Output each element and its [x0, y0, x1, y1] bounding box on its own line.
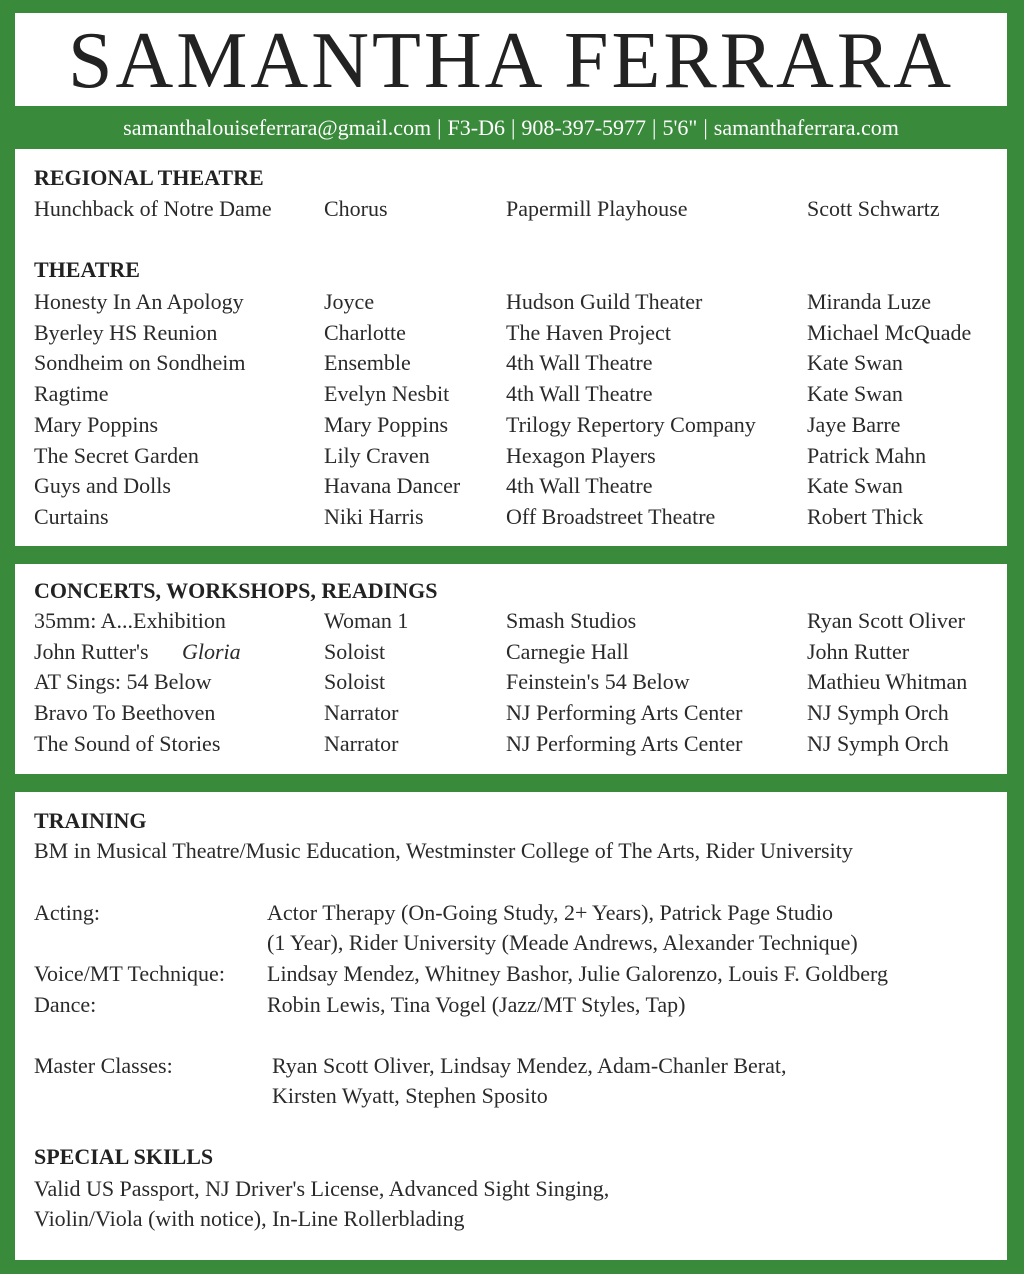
venue: 4th Wall Theatre	[506, 350, 653, 376]
acting-value-line2: (1 Year), Rider University (Meade Andrews, Alexander Technique)	[267, 930, 858, 955]
venue: Hexagon Players	[506, 442, 656, 468]
director: Mathieu Whitman	[807, 669, 968, 695]
show-title: 35mm: A...Exhibition	[34, 608, 226, 633]
section-heading-concerts: CONCERTS, WORKSHOPS, READINGS	[34, 578, 438, 603]
section-heading-theatre: THEATRE	[34, 257, 140, 282]
director: Michael McQuade	[807, 319, 972, 345]
contact-phone[interactable]: 908-397-5977	[521, 115, 647, 140]
role: Lily Craven	[324, 442, 430, 468]
section-heading-skills: SPECIAL SKILLS	[34, 1144, 214, 1169]
director: NJ Symph Orch	[807, 730, 949, 756]
role: Havana Dancer	[324, 473, 461, 499]
venue: 4th Wall Theatre	[506, 381, 653, 407]
director: Scott Schwartz	[807, 196, 940, 221]
show-title: Mary Poppins	[34, 411, 159, 437]
venue: Trilogy Repertory Company	[506, 411, 756, 437]
separator: |	[703, 115, 708, 140]
venue: Carnegie Hall	[506, 638, 629, 664]
section-heading-training: TRAINING	[34, 808, 147, 833]
show-title: John Rutter's	[34, 638, 149, 664]
venue: NJ Performing Arts Center	[506, 700, 743, 726]
show-title: The Sound of Stories	[34, 730, 221, 756]
separator: |	[437, 115, 442, 140]
credit-row	[15, 666, 1007, 697]
height: 5'6"	[662, 115, 698, 140]
acting-value-line1: Actor Therapy (On-Going Study, 2+ Years), Patrick Page Studio	[267, 900, 834, 925]
credit-row	[15, 697, 1007, 728]
voice-value: Lindsay Mendez, Whitney Bashor, Julie Galorenzo, Louis F. Goldberg	[267, 961, 888, 986]
credit-row	[15, 193, 1007, 224]
acting-label: Acting:	[34, 900, 100, 925]
role: Joyce	[324, 289, 375, 314]
skills-line1: Valid US Passport, NJ Driver's License, Advanced Sight Singing,	[34, 1176, 610, 1201]
show-title: Honesty In An Apology	[34, 289, 244, 314]
director: NJ Symph Orch	[807, 700, 949, 726]
credit-row	[15, 605, 1007, 636]
show-title: Bravo To Beethoven	[34, 700, 216, 726]
credit-row	[15, 470, 1007, 501]
credit-row	[15, 728, 1007, 759]
theatre-credits-panel	[15, 149, 1007, 546]
credit-row	[15, 409, 1007, 440]
credit-row	[15, 378, 1007, 409]
dance-label: Dance:	[34, 992, 97, 1017]
role: Chorus	[324, 196, 388, 221]
role: Niki Harris	[324, 503, 424, 529]
show-title: Curtains	[34, 503, 109, 529]
master-classes-label: Master Classes:	[34, 1053, 173, 1078]
director: Ryan Scott Oliver	[807, 608, 965, 633]
show-title: AT Sings: 54 Below	[34, 669, 212, 695]
credit-row	[15, 440, 1007, 471]
venue: Smash Studios	[506, 608, 637, 633]
show-title: Sondheim on Sondheim	[34, 350, 246, 376]
work-title: Gloria	[182, 638, 241, 664]
master-classes-line1: Ryan Scott Oliver, Lindsay Mendez, Adam-Chanler Berat,	[272, 1053, 787, 1078]
contact-email[interactable]: samanthalouiseferrara@gmail.com	[123, 115, 432, 140]
master-classes-line2: Kirsten Wyatt, Stephen Sposito	[272, 1083, 548, 1108]
name-header	[15, 13, 1007, 106]
show-title: Guys and Dolls	[34, 473, 171, 499]
show-title: Byerley HS Reunion	[34, 319, 218, 345]
section-heading-regional: REGIONAL THEATRE	[34, 165, 264, 190]
show-title: The Secret Garden	[34, 442, 199, 468]
dance-value: Robin Lewis, Tina Vogel (Jazz/MT Styles, Tap)	[267, 992, 686, 1017]
contact-bar	[15, 110, 1007, 146]
credit-row	[15, 317, 1007, 348]
role: Mary Poppins	[324, 411, 449, 437]
role: Narrator	[324, 700, 399, 726]
training-panel	[15, 792, 1007, 1260]
separator: |	[652, 115, 657, 140]
director: John Rutter	[807, 638, 910, 664]
venue: Feinstein's 54 Below	[506, 669, 690, 695]
role: Soloist	[324, 638, 386, 664]
credit-row	[15, 501, 1007, 532]
director: Kate Swan	[807, 350, 903, 376]
degree: BM in Musical Theatre/Music Education, Westminster College of The Arts, Rider University	[34, 838, 853, 863]
director: Robert Thick	[807, 503, 924, 529]
vocal-range: F3-D6	[447, 115, 505, 140]
director: Miranda Luze	[807, 289, 931, 314]
director: Kate Swan	[807, 473, 903, 499]
venue: 4th Wall Theatre	[506, 473, 653, 499]
separator: |	[510, 115, 516, 140]
role: Evelyn Nesbit	[324, 381, 450, 407]
role: Ensemble	[324, 350, 411, 376]
director: Patrick Mahn	[807, 442, 927, 468]
credit-row	[15, 286, 1007, 317]
credit-row	[15, 636, 1007, 667]
skills-line2: Violin/Viola (with notice), In-Line Rollerblading	[34, 1206, 465, 1231]
contact-website[interactable]: samanthaferrara.com	[713, 115, 899, 140]
role: Charlotte	[324, 319, 406, 345]
venue: Off Broadstreet Theatre	[506, 503, 716, 529]
role: Woman 1	[324, 608, 409, 633]
venue: Hudson Guild Theater	[506, 289, 703, 314]
role: Soloist	[324, 669, 386, 695]
performer-name: SAMANTHA FERRARA	[68, 17, 954, 105]
venue: Papermill Playhouse	[506, 196, 688, 221]
credit-row	[15, 347, 1007, 378]
show-title: Ragtime	[34, 381, 109, 407]
venue: NJ Performing Arts Center	[506, 730, 743, 756]
show-title: Hunchback of Notre Dame	[34, 196, 272, 221]
voice-label: Voice/MT Technique:	[34, 961, 225, 986]
director: Jaye Barre	[807, 411, 901, 437]
concerts-panel	[15, 564, 1007, 774]
role: Narrator	[324, 730, 399, 756]
venue: The Haven Project	[506, 319, 671, 345]
director: Kate Swan	[807, 381, 903, 407]
